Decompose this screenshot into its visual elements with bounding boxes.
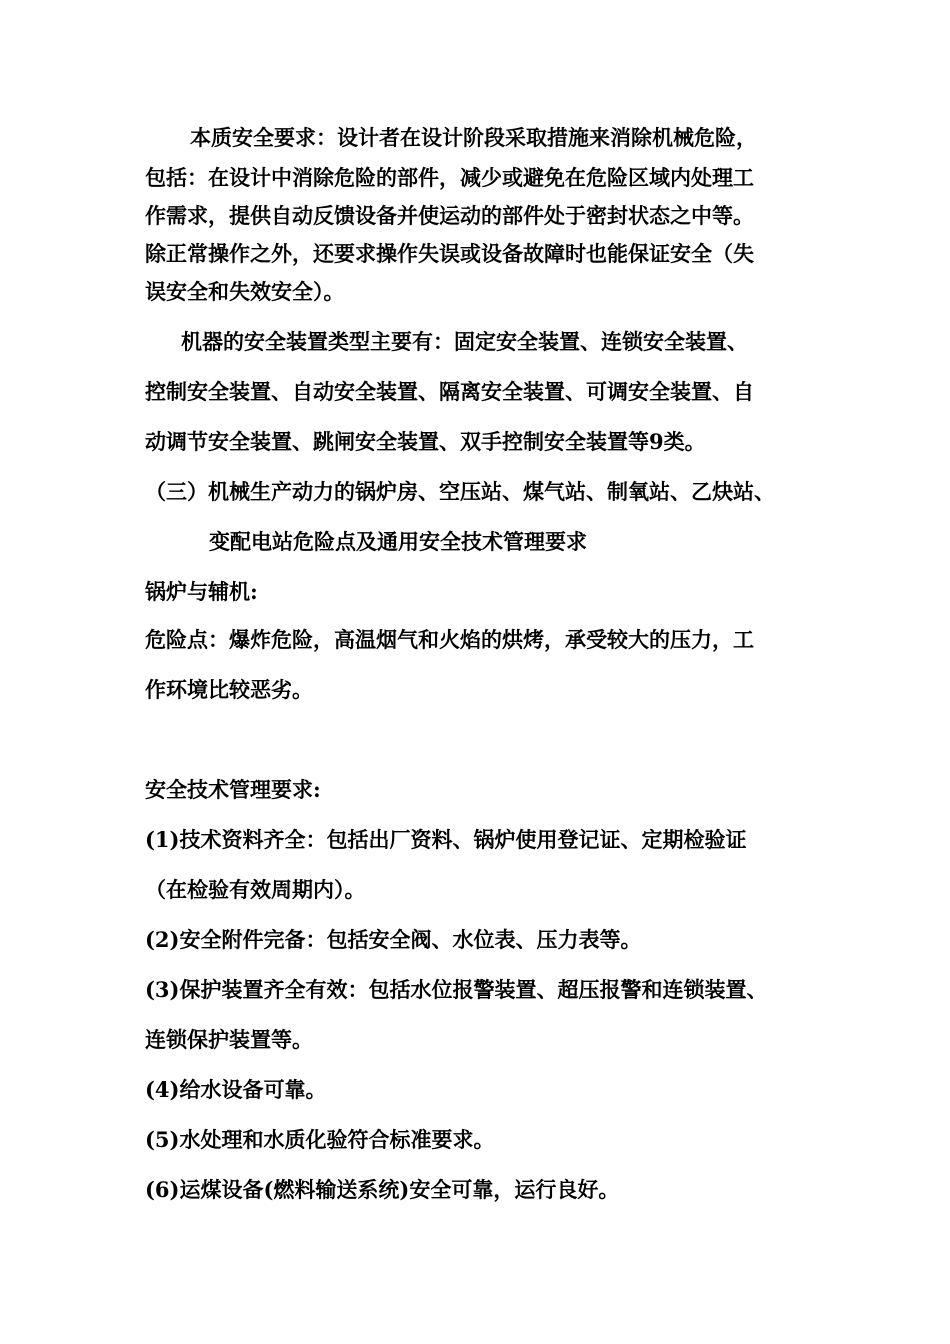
section-heading-line-1: （三）机械生产动力的锅炉房、空压站、煤气站、制氧站、乙炔站、 bbox=[145, 479, 775, 504]
paragraph-1-line-2: 包括：在设计中消除危险的部件，减少或避免在危险区域内处理工 bbox=[145, 165, 754, 190]
paragraph-2-line-3: 动调节安全装置、跳闸安全装置、双手控制安全装置等9类。 bbox=[145, 429, 706, 454]
paragraph-1-line-3: 作需求，提供自动反馈设备并使运动的部件处于密封状态之中等。 bbox=[145, 203, 754, 228]
boiler-danger-line-2: 作环境比较恶劣。 bbox=[145, 677, 313, 702]
requirement-line-6: (4)给水设备可靠。 bbox=[145, 1077, 327, 1102]
requirement-line-7: (5)水处理和水质化验符合标准要求。 bbox=[145, 1127, 495, 1152]
section-heading-line-2: 变配电站危险点及通用安全技术管理要求 bbox=[209, 529, 587, 554]
boiler-title: 锅炉与辅机: bbox=[145, 579, 258, 604]
paragraph-2-line-2: 控制安全装置、自动安全装置、隔离安全装置、可调安全装置、自 bbox=[145, 379, 754, 404]
requirement-line-5: 连锁保护装置等。 bbox=[145, 1027, 313, 1052]
requirement-line-1: (1)技术资料齐全：包括出厂资料、锅炉使用登记证、定期检验证 bbox=[145, 827, 747, 852]
requirement-line-2: （在检验有效周期内）。 bbox=[145, 877, 366, 902]
requirement-line-8: (6)运煤设备(燃料输送系统)安全可靠，运行良好。 bbox=[145, 1177, 620, 1202]
paragraph-2-line-1: 机器的安全装置类型主要有：固定安全装置、连锁安全装置、 bbox=[181, 329, 748, 354]
paragraph-1-line-4: 除正常操作之外，还要求操作失误或设备故障时也能保证安全（失 bbox=[145, 241, 754, 266]
paragraph-1-line-5: 误安全和失效安全）。 bbox=[145, 279, 345, 304]
requirements-title: 安全技术管理要求: bbox=[145, 777, 321, 802]
requirement-line-4: (3)保护装置齐全有效：包括水位报警装置、超压报警和连锁装置、 bbox=[145, 977, 768, 1002]
boiler-danger-line-1: 危险点：爆炸危险，高温烟气和火焰的烘烤，承受较大的压力，工 bbox=[145, 627, 754, 652]
paragraph-1-line-1: 本质安全要求：设计者在设计阶段采取措施来消除机械危险， bbox=[190, 125, 757, 150]
requirement-line-3: (2)安全附件完备：包括安全阀、水位表、压力表等。 bbox=[145, 927, 642, 952]
